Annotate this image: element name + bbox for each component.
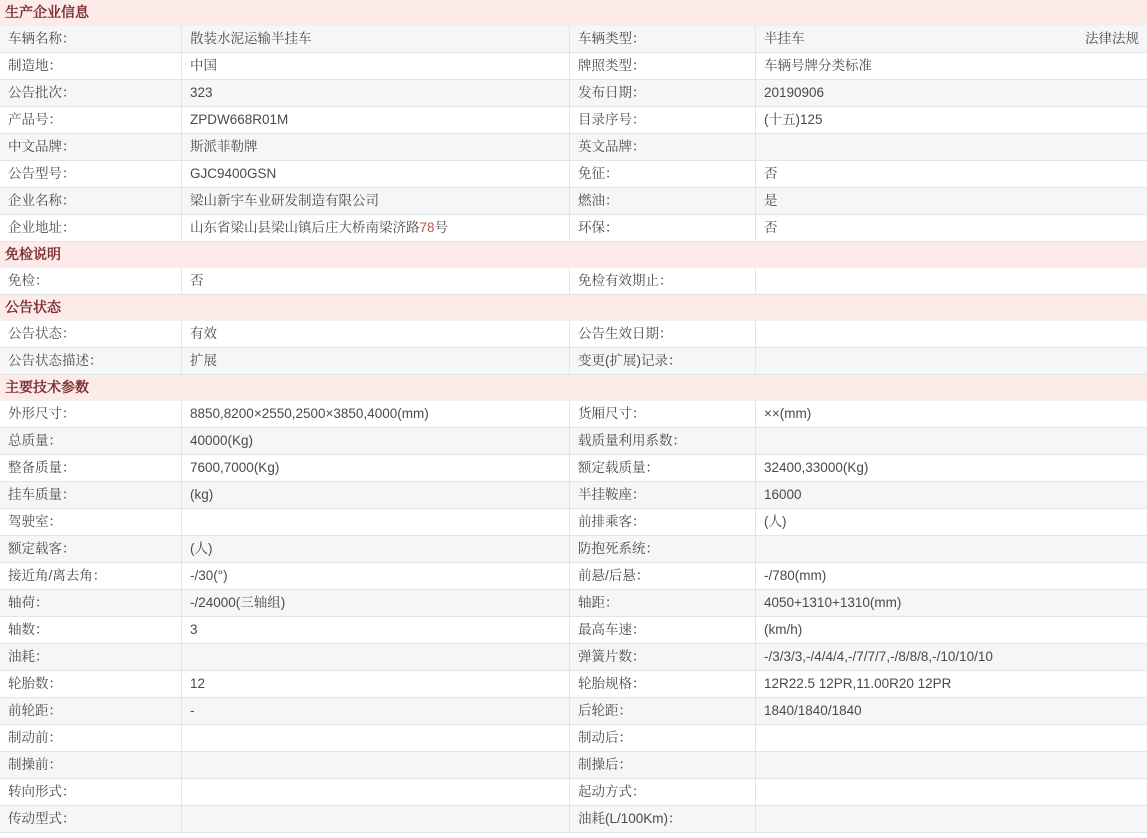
field-label: 油耗： — [0, 644, 182, 670]
field-label: 驾驶室： — [0, 509, 182, 535]
table-row — [0, 107, 1147, 134]
field-label: 前轮距： — [0, 698, 182, 724]
field-value: 否 — [764, 166, 778, 181]
field-value — [756, 321, 1147, 347]
field-label: 制操前： — [0, 752, 182, 778]
table-row — [0, 53, 1147, 80]
field-label: 外形尺寸： — [0, 401, 182, 427]
field-value: 中国 — [182, 53, 570, 79]
field-value: 4050+1310+1310(mm) — [764, 595, 902, 610]
field-value: 16000 — [764, 487, 802, 502]
section-header: 公告状态 — [0, 295, 1147, 321]
field-label: 制造地： — [0, 53, 182, 79]
field-label: 轴数： — [0, 617, 182, 643]
table-row — [0, 348, 1147, 375]
field-value: 梁山新宇车业研发制造有限公司 — [182, 188, 570, 214]
field-value — [756, 779, 1147, 805]
field-label: 免检有效期止： — [570, 268, 756, 294]
table-row — [0, 161, 1147, 188]
field-label: 油耗(L/100Km)： — [570, 806, 756, 832]
field-value: ××(mm) — [764, 406, 812, 421]
field-label: 环保： — [570, 215, 756, 241]
field-label: 半挂鞍座： — [570, 482, 756, 508]
field-value — [756, 752, 1147, 778]
field-label: 轴距： — [570, 590, 756, 616]
field-value: 8850,8200×2550,2500×3850,4000(mm) — [182, 401, 570, 427]
table-row — [0, 401, 1147, 428]
field-label: 前排乘客： — [570, 509, 756, 535]
field-label: 公告批次： — [0, 80, 182, 106]
field-value — [756, 725, 1147, 751]
table-row — [0, 671, 1147, 698]
field-value: (十五)125 — [764, 112, 823, 127]
section-header: 主要技术参数 — [0, 375, 1147, 401]
table-row — [0, 509, 1147, 536]
field-value — [182, 779, 570, 805]
table-row — [0, 698, 1147, 725]
field-label: 制操后： — [570, 752, 756, 778]
field-label: 转向形式： — [0, 779, 182, 805]
field-value: 12R22.5 12PR,11.00R20 12PR — [764, 676, 952, 691]
field-value: 否 — [182, 268, 570, 294]
field-label: 最高车速： — [570, 617, 756, 643]
field-label: 产品号： — [0, 107, 182, 133]
field-label: 英文品牌： — [570, 134, 756, 160]
field-label: 发布日期： — [570, 80, 756, 106]
field-label: 接近角/离去角： — [0, 563, 182, 589]
field-value: (kg) — [182, 482, 570, 508]
field-label: 载质量利用系数： — [570, 428, 756, 454]
field-value: 323 — [182, 80, 570, 106]
field-label: 燃油： — [570, 188, 756, 214]
field-value — [756, 428, 1147, 454]
field-label: 牌照类型： — [570, 53, 756, 79]
field-label: 车辆类型： — [570, 26, 756, 52]
field-value: 有效 — [182, 321, 570, 347]
field-value — [182, 509, 570, 535]
field-label: 免检： — [0, 268, 182, 294]
table-row — [0, 215, 1147, 242]
field-label: 额定载客： — [0, 536, 182, 562]
field-label: 传动型式： — [0, 806, 182, 832]
field-value: -/780(mm) — [764, 568, 827, 583]
field-value: 是 — [764, 193, 778, 208]
field-label: 目录序号： — [570, 107, 756, 133]
field-value: 车辆号牌分类标准 — [764, 58, 872, 73]
field-value: 7600,7000(Kg) — [182, 455, 570, 481]
field-label: 轴荷： — [0, 590, 182, 616]
field-value — [756, 348, 1147, 374]
field-value — [756, 134, 1147, 160]
field-label: 公告型号： — [0, 161, 182, 187]
field-label: 公告状态： — [0, 321, 182, 347]
field-label: 制动前： — [0, 725, 182, 751]
field-label: 额定载质量： — [570, 455, 756, 481]
field-value: -/24000(三轴组) — [182, 590, 570, 616]
table-row — [0, 644, 1147, 671]
field-value: -/3/3/3,-/4/4/4,-/7/7/7,-/8/8/8,-/10/10/10 — [764, 649, 993, 664]
table-row — [0, 482, 1147, 509]
field-value — [182, 644, 570, 670]
field-label: 弹簧片数： — [570, 644, 756, 670]
table-row — [0, 563, 1147, 590]
section-header: 免检说明 — [0, 242, 1147, 268]
field-label: 前悬/后悬： — [570, 563, 756, 589]
field-value: 32400,33000(Kg) — [764, 460, 869, 475]
field-label: 中文品牌： — [0, 134, 182, 160]
field-value: (人) — [764, 514, 787, 529]
table-row — [0, 321, 1147, 348]
field-value: - — [182, 698, 570, 724]
field-value: 否 — [764, 220, 778, 235]
field-value — [756, 806, 1147, 832]
table-row — [0, 725, 1147, 752]
field-label: 轮胎数： — [0, 671, 182, 697]
table-row — [0, 134, 1147, 161]
table-row — [0, 779, 1147, 806]
field-value — [182, 725, 570, 751]
field-label: 整备质量： — [0, 455, 182, 481]
table-row — [0, 590, 1147, 617]
table-row — [0, 188, 1147, 215]
field-label: 后轮距： — [570, 698, 756, 724]
table-row — [0, 806, 1147, 833]
field-value — [756, 536, 1147, 562]
field-value: 斯派菲勒牌 — [182, 134, 570, 160]
table-row — [0, 80, 1147, 107]
field-label: 总质量： — [0, 428, 182, 454]
field-value: 半挂车 法律法规 — [756, 26, 1147, 52]
field-value: 1840/1840/1840 — [764, 703, 862, 718]
field-label: 企业地址： — [0, 215, 182, 241]
field-value: ZPDW668R01M — [182, 107, 570, 133]
field-label: 挂车质量： — [0, 482, 182, 508]
field-label: 企业名称： — [0, 188, 182, 214]
field-label: 货厢尺寸： — [570, 401, 756, 427]
field-value — [182, 752, 570, 778]
field-value: 扩展 — [182, 348, 570, 374]
field-value: 12 — [182, 671, 570, 697]
highlighted-number: 78 — [419, 220, 435, 235]
section-header: 生产企业信息 — [0, 0, 1147, 26]
table-row — [0, 455, 1147, 482]
field-value: (人) — [182, 536, 570, 562]
field-value — [182, 215, 570, 241]
field-value: 3 — [182, 617, 570, 643]
field-label: 车辆名称： — [0, 26, 182, 52]
table-row — [0, 428, 1147, 455]
table-row — [0, 26, 1147, 53]
field-label: 制动后： — [570, 725, 756, 751]
field-label: 免征： — [570, 161, 756, 187]
value-text: 号 — [434, 220, 449, 235]
table-row — [0, 617, 1147, 644]
table-row — [0, 536, 1147, 563]
field-label: 公告状态描述： — [0, 348, 182, 374]
field-value — [756, 268, 1147, 294]
legal-link[interactable]: 法律法规 — [1085, 31, 1139, 46]
field-value: -/30(°) — [182, 563, 570, 589]
field-value: 散装水泥运输半挂车 — [182, 26, 570, 52]
field-label: 变更(扩展)记录： — [570, 348, 756, 374]
field-value: (km/h) — [764, 622, 803, 637]
field-value: GJC9400GSN — [182, 161, 570, 187]
field-label: 防抱死系统： — [570, 536, 756, 562]
table-row — [0, 268, 1147, 295]
table-row — [0, 752, 1147, 779]
field-value: 20190906 — [764, 85, 825, 100]
value-text: 山东省梁山县梁山镇后庄大桥南梁济路 — [190, 220, 420, 235]
field-label: 公告生效日期： — [570, 321, 756, 347]
field-value — [182, 806, 570, 832]
field-value: 40000(Kg) — [182, 428, 570, 454]
field-label: 轮胎规格： — [570, 671, 756, 697]
field-label: 起动方式： — [570, 779, 756, 805]
